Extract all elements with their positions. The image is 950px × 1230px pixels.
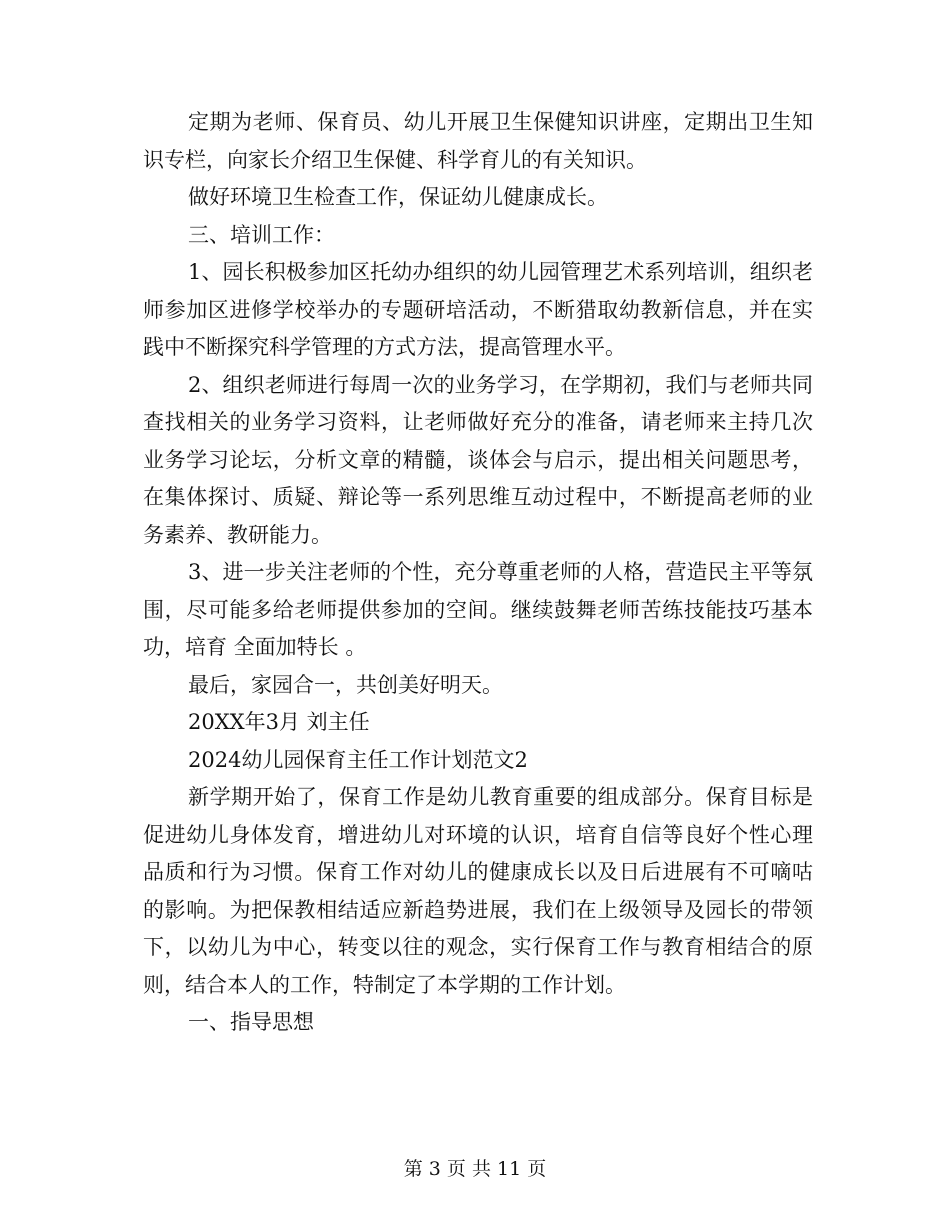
- document-body: [143, 104, 813, 1042]
- document-title: 2024幼儿园保育主任工作计划范文2: [188, 747, 528, 772]
- signature-line: 20XX年3月 刘主任: [188, 710, 370, 734]
- section-heading: 三、培训工作：: [188, 222, 335, 247]
- paragraph: 1、园长积极参加区托幼办组织的幼儿园管理艺术系列培训，组织老师参加区进修学校举办的专题研培活动，不断猎取幼教新信息，并在实践中不断探究科学管理的方式方法，提高管理水平。: [143, 260, 813, 359]
- paragraph: 3、进一步关注老师的个性，充分尊重老师的人格，营造民主平等氛围，尽可能多给老师提供参加的空间。继续鼓舞老师苦练技能技巧基本功，培育 全面加特长 。: [143, 560, 813, 659]
- paragraph: 2、组织老师进行每周一次的业务学习，在学期初，我们与老师共同查找相关的业务学习资料，让老师做好充分的准备，请老师来主持几次业务学习论坛，分析文章的精髓，谈体会与启示，提出相关问题思考，在集体探讨、质疑、辩论等一系列思维互动过程中，不断提高老师的业务素养、教研能力。: [143, 372, 813, 547]
- paragraph: 最后，家园合一，共创美好明天。: [188, 672, 503, 697]
- paragraph: 定期为老师、保育员、幼儿开展卫生保健知识讲座，定期出卫生知识专栏，向家长介绍卫生保健、科学育儿的有关知识。: [143, 110, 813, 172]
- paragraph: 做好环境卫生检查工作，保证幼儿健康成长。: [188, 185, 608, 209]
- page-footer: 第 3 页 共 11 页: [403, 1158, 547, 1180]
- section-heading: 一、指导思想: [188, 1010, 314, 1034]
- paragraph: 新学期开始了，保育工作是幼儿教育重要的组成部分。保育目标是促进幼儿身体发育，增进幼儿对环境的认识，培育自信等良好个性心理品质和行为习惯。保育工作对幼儿的健康成长以及日后进展有不可嘀咕的影响。为把保教相结适应新趋势进展，我们在上级领导及园长的带领下，以幼儿为中心，转变以往的观念，实行保育工作与教育相结合的原则，结合本人的工作，特制定了本学期的工作计划。: [143, 785, 813, 997]
